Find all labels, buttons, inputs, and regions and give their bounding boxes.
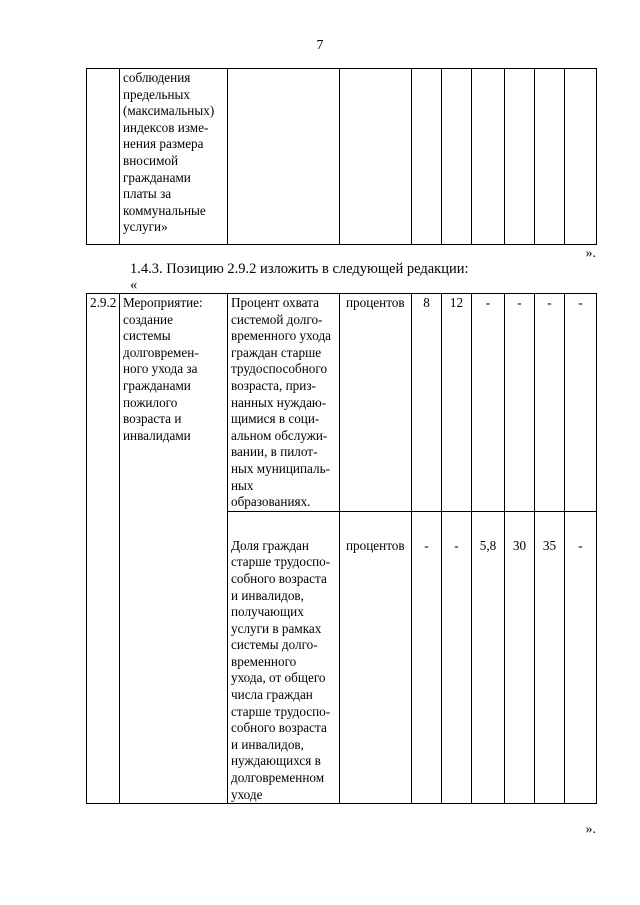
top-value-cell: [472, 69, 505, 245]
indicator-value: 5,8: [472, 537, 505, 804]
indicator-value: 12: [442, 294, 472, 512]
position-code: 2.9.2: [87, 294, 120, 804]
indicator-value: -: [565, 294, 597, 512]
indicator-value: -: [472, 294, 505, 512]
closing-quote-top: ».: [585, 246, 596, 261]
top-value-cell: [412, 69, 442, 245]
row-spacer: [340, 511, 412, 537]
row-spacer: [505, 511, 535, 537]
page-number: 7: [316, 38, 324, 53]
top-value-cell: [565, 69, 597, 245]
indicator-name: Процент охвата системой долго- временного ухода граждан старше трудоспособного возраста, приз- нанных нуждаю- щимися в соци- альном обслужи- вании, в пилот- ных муниципаль- ных образованиях.: [228, 294, 340, 512]
indicator-unit: процентов: [340, 294, 412, 512]
top-value-cell: [505, 69, 535, 245]
row-spacer: [442, 511, 472, 537]
indicator-name: Доля граждан старше трудоспо- собного возраста и инвалидов, получающих услуги в рамках системы долго- временного ухода, от общего числа граждан старше трудоспо- собного возраста и инвалидов, нуждающихся в долговременном уходе: [228, 537, 340, 804]
indicator-value: -: [505, 294, 535, 512]
indicator-value: 30: [505, 537, 535, 804]
closing-quote-bottom: ».: [585, 822, 596, 837]
indicator-value: -: [442, 537, 472, 804]
position-2-9-2-table: [86, 293, 597, 804]
indicator-value: -: [565, 537, 597, 804]
top-value-cell: [442, 69, 472, 245]
top-indicator-cell: [228, 69, 340, 245]
amendment-instruction: 1.4.3. Позицию 2.9.2 изложить в следующей редакции:: [130, 261, 469, 277]
indicator-value: -: [535, 294, 565, 512]
row-spacer: [228, 511, 340, 537]
indicator-value: -: [412, 537, 442, 804]
indicator-unit: процентов: [340, 537, 412, 804]
row-spacer: [535, 511, 565, 537]
top-unit-cell: [340, 69, 412, 245]
top-value-cell: [535, 69, 565, 245]
top-code-cell: [87, 69, 120, 245]
top-table-continuation: [86, 68, 597, 245]
top-activity-cell: соблюдения предельных (максимальных) индексов изме- нения размера вносимой гражданами платы за коммунальные услуги»: [120, 69, 228, 245]
row-spacer: [412, 511, 442, 537]
indicator-value: 8: [412, 294, 442, 512]
activity-description: Мероприятие: создание системы долговремен- ного ухода за гражданами пожилого возраста и инвалидами: [120, 294, 228, 804]
opening-quote: «: [130, 277, 138, 293]
row-spacer: [472, 511, 505, 537]
indicator-value: 35: [535, 537, 565, 804]
row-spacer: [565, 511, 597, 537]
indicator-row: [87, 294, 597, 512]
